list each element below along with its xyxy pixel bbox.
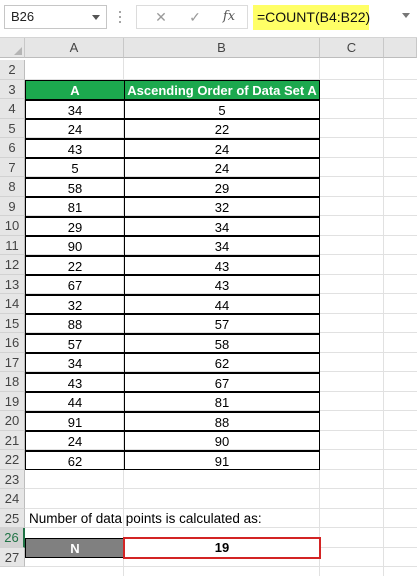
cell-a[interactable]: 58 xyxy=(25,178,125,198)
cell-b[interactable]: 62 xyxy=(124,353,320,373)
result-label[interactable]: N xyxy=(25,538,125,558)
gridline xyxy=(383,58,384,576)
cell-a[interactable]: 24 xyxy=(25,119,125,139)
formula-input[interactable]: =COUNT(B4:B22) xyxy=(253,5,369,30)
cell-b[interactable]: 57 xyxy=(124,314,320,334)
row-header-10[interactable]: 10 xyxy=(0,216,25,236)
row-header-9[interactable]: 9 xyxy=(0,197,25,217)
row-header-20[interactable]: 20 xyxy=(0,411,25,431)
cell-b[interactable]: 24 xyxy=(124,139,320,159)
cell-a[interactable]: 5 xyxy=(25,158,125,178)
formula-bar xyxy=(0,0,417,38)
cell-a[interactable]: 91 xyxy=(25,412,125,432)
cell-b[interactable]: 88 xyxy=(124,412,320,432)
row-header-4[interactable]: 4 xyxy=(0,99,25,119)
cell-a[interactable]: 43 xyxy=(25,139,125,159)
cell-a[interactable]: 57 xyxy=(25,334,125,354)
row-header-3[interactable]: 3 xyxy=(0,80,25,100)
row-header-5[interactable]: 5 xyxy=(0,119,25,139)
cell-b[interactable]: 29 xyxy=(124,178,320,198)
drag-handle-icon[interactable] xyxy=(118,9,122,25)
cell-b[interactable]: 22 xyxy=(124,119,320,139)
column-header-c[interactable]: C xyxy=(320,38,384,58)
table-header-b[interactable]: Ascending Order of Data Set A xyxy=(124,80,320,100)
cell-a[interactable]: 24 xyxy=(25,431,125,451)
cell-b[interactable]: 24 xyxy=(124,158,320,178)
row-header-6[interactable]: 6 xyxy=(0,138,25,158)
cancel-icon[interactable]: ✕ xyxy=(155,9,167,25)
select-all-icon xyxy=(14,47,22,55)
cell-b[interactable]: 34 xyxy=(124,236,320,256)
cell-a[interactable]: 67 xyxy=(25,275,125,295)
row-header-21[interactable]: 21 xyxy=(0,431,25,451)
cell-b[interactable]: 43 xyxy=(124,275,320,295)
cell-a[interactable]: 34 xyxy=(25,353,125,373)
name-box-value: B26 xyxy=(11,9,35,24)
formula-buttons xyxy=(136,5,248,29)
column-header-a[interactable]: A xyxy=(25,38,124,58)
row-header-14[interactable]: 14 xyxy=(0,294,25,314)
row-header-16[interactable]: 16 xyxy=(0,333,25,353)
cell-b[interactable]: 67 xyxy=(124,373,320,393)
name-box[interactable] xyxy=(4,5,107,29)
column-header-next[interactable] xyxy=(384,38,417,58)
cell-a[interactable]: 34 xyxy=(25,100,125,120)
row-header-8[interactable]: 8 xyxy=(0,177,25,197)
cell-b[interactable]: 43 xyxy=(124,256,320,276)
row-header-12[interactable]: 12 xyxy=(0,255,25,275)
note-text[interactable]: Number of data points is calculated as: xyxy=(29,511,262,526)
enter-icon[interactable]: ✓ xyxy=(189,9,201,25)
result-value[interactable]: 19 xyxy=(123,537,321,559)
cell-b[interactable]: 5 xyxy=(124,100,320,120)
cell-a[interactable]: 43 xyxy=(25,373,125,393)
row-header-26[interactable]: 26 xyxy=(0,528,25,548)
cell-a[interactable]: 44 xyxy=(25,392,125,412)
expand-formula-bar-icon[interactable] xyxy=(402,13,410,18)
cell-b[interactable]: 91 xyxy=(124,451,320,471)
row-header-2[interactable]: 2 xyxy=(0,60,25,80)
table-header-a[interactable]: A xyxy=(25,80,125,100)
cell-a[interactable]: 32 xyxy=(25,295,125,315)
cell-b[interactable]: 58 xyxy=(124,334,320,354)
row-header-7[interactable]: 7 xyxy=(0,158,25,178)
insert-function-icon[interactable]: fx xyxy=(222,9,236,24)
cell-b[interactable]: 32 xyxy=(124,197,320,217)
gridline xyxy=(25,566,417,567)
row-header-15[interactable]: 15 xyxy=(0,314,25,334)
cell-b[interactable]: 81 xyxy=(124,392,320,412)
cell-b[interactable]: 34 xyxy=(124,217,320,237)
cell-b[interactable]: 90 xyxy=(124,431,320,451)
gridline xyxy=(25,488,417,489)
chevron-down-icon[interactable] xyxy=(92,15,100,20)
row-header-22[interactable]: 22 xyxy=(0,450,25,470)
row-header-19[interactable]: 19 xyxy=(0,392,25,412)
cell-a[interactable]: 62 xyxy=(25,451,125,471)
cell-a[interactable]: 22 xyxy=(25,256,125,276)
cell-a[interactable]: 88 xyxy=(25,314,125,334)
select-all-corner[interactable] xyxy=(0,38,25,58)
row-header-11[interactable]: 11 xyxy=(0,236,25,256)
row-header-18[interactable]: 18 xyxy=(0,372,25,392)
row-header-24[interactable]: 24 xyxy=(0,489,25,509)
cell-a[interactable]: 29 xyxy=(25,217,125,237)
cell-b[interactable]: 44 xyxy=(124,295,320,315)
cell-a[interactable]: 81 xyxy=(25,197,125,217)
row-header-23[interactable]: 23 xyxy=(0,470,25,490)
row-header-17[interactable]: 17 xyxy=(0,353,25,373)
row-header-13[interactable]: 13 xyxy=(0,275,25,295)
cell-a[interactable]: 90 xyxy=(25,236,125,256)
column-header-b[interactable]: B xyxy=(124,38,320,58)
row-header-25[interactable]: 25 xyxy=(0,509,25,529)
row-header-27[interactable]: 27 xyxy=(0,548,25,568)
